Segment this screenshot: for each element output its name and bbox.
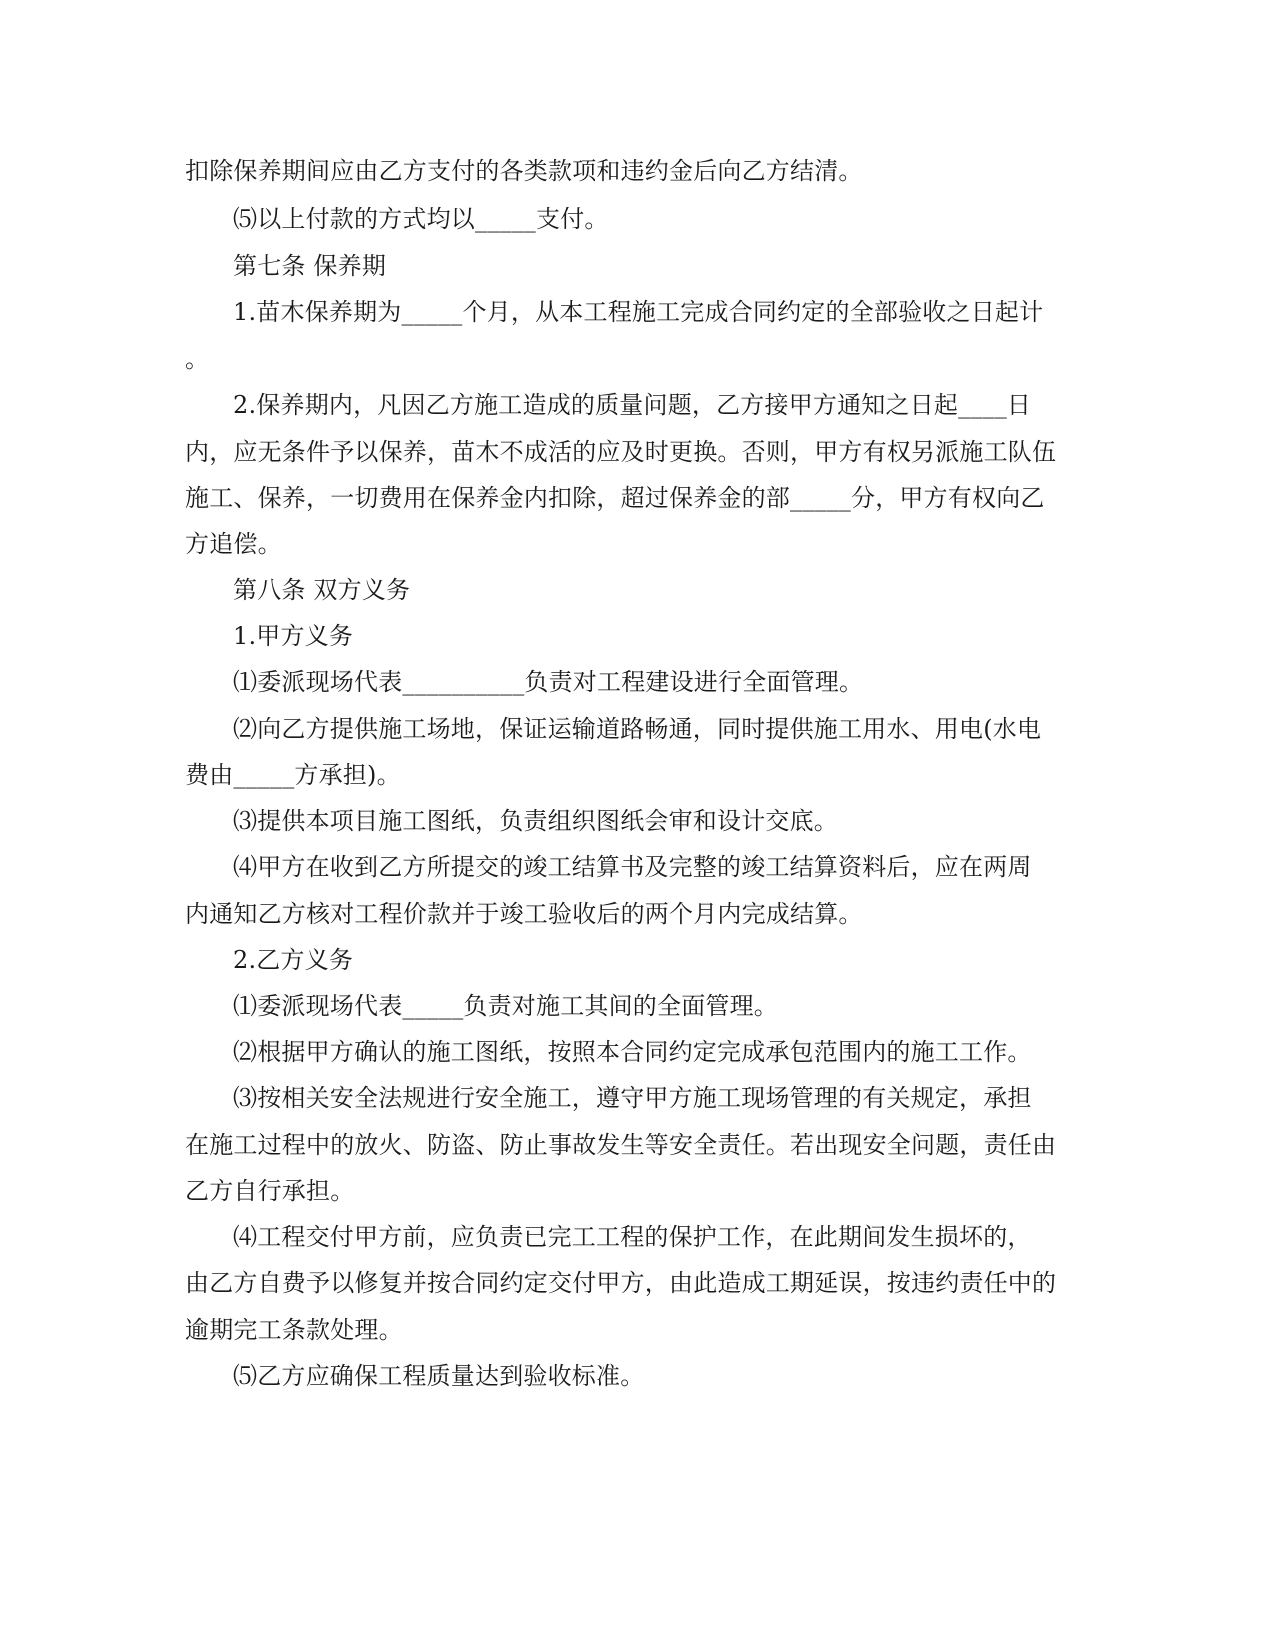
text-line: 。 — [185, 345, 210, 373]
text-line: ⑷甲方在收到乙方所提交的竣工结算书及完整的竣工结算资料后，应在两周 — [233, 853, 1032, 881]
text-line: 由乙方自费予以修复并按合同约定交付甲方，由此造成工期延误，按违约责任中的 — [185, 1269, 1057, 1297]
text-line: 内通知乙方核对工程价款并于竣工验收后的两个月内完成结算。 — [185, 900, 863, 928]
text-line: 内，应无条件予以保养，苗木不成活的应及时更换。否则，甲方有权另派施工队伍 — [185, 438, 1057, 466]
text-line: 1.苗木保养期为_____个月，从本工程施工完成合同约定的全部验收之日起计 — [233, 298, 1044, 326]
text-line: 在施工过程中的放火、防盗、防止事故发生等安全责任。若出现安全问题，责任由 — [185, 1131, 1057, 1159]
text-line: 施工、保养，一切费用在保养金内扣除，超过保养金的部_____分，甲方有权向乙 — [185, 484, 1045, 512]
text-line: 扣除保养期间应由乙方支付的各类款项和违约金后向乙方结清。 — [185, 157, 863, 185]
text-line: ⑸以上付款的方式均以_____支付。 — [233, 205, 609, 233]
subsection-heading: 1.甲方义务 — [233, 622, 354, 650]
text-line: 费由_____方承担)。 — [185, 761, 401, 789]
section-heading: 第七条 保养期 — [233, 252, 387, 280]
section-heading: 第八条 双方义务 — [233, 576, 411, 604]
text-line: ⑶提供本项目施工图纸，负责组织图纸会审和设计交底。 — [233, 807, 838, 835]
text-line: 逾期完工条款处理。 — [185, 1316, 403, 1344]
text-line: ⑴委派现场代表_____负责对施工其间的全面管理。 — [233, 992, 778, 1020]
text-line: ⑶按相关安全法规进行安全施工，遵守甲方施工现场管理的有关规定，承担 — [233, 1084, 1032, 1112]
text-line: ⑴委派现场代表__________负责对工程建设进行全面管理。 — [233, 668, 864, 696]
text-line: 乙方自行承担。 — [185, 1177, 355, 1205]
text-line: ⑵根据甲方确认的施工图纸，按照本合同约定完成承包范围内的施工工作。 — [233, 1038, 1032, 1066]
text-line: 方追偿。 — [185, 530, 282, 558]
text-line: ⑵向乙方提供施工场地，保证运输道路畅通，同时提供施工用水、用电(水电 — [233, 715, 1042, 743]
text-line: ⑸乙方应确保工程质量达到验收标准。 — [233, 1362, 645, 1390]
subsection-heading: 2.乙方义务 — [233, 946, 354, 974]
text-line: ⑷工程交付甲方前，应负责已完工工程的保护工作，在此期间发生损坏的， — [233, 1223, 1032, 1251]
text-line: 2.保养期内，凡因乙方施工造成的质量问题，乙方接甲方通知之日起____日 — [233, 391, 1032, 419]
